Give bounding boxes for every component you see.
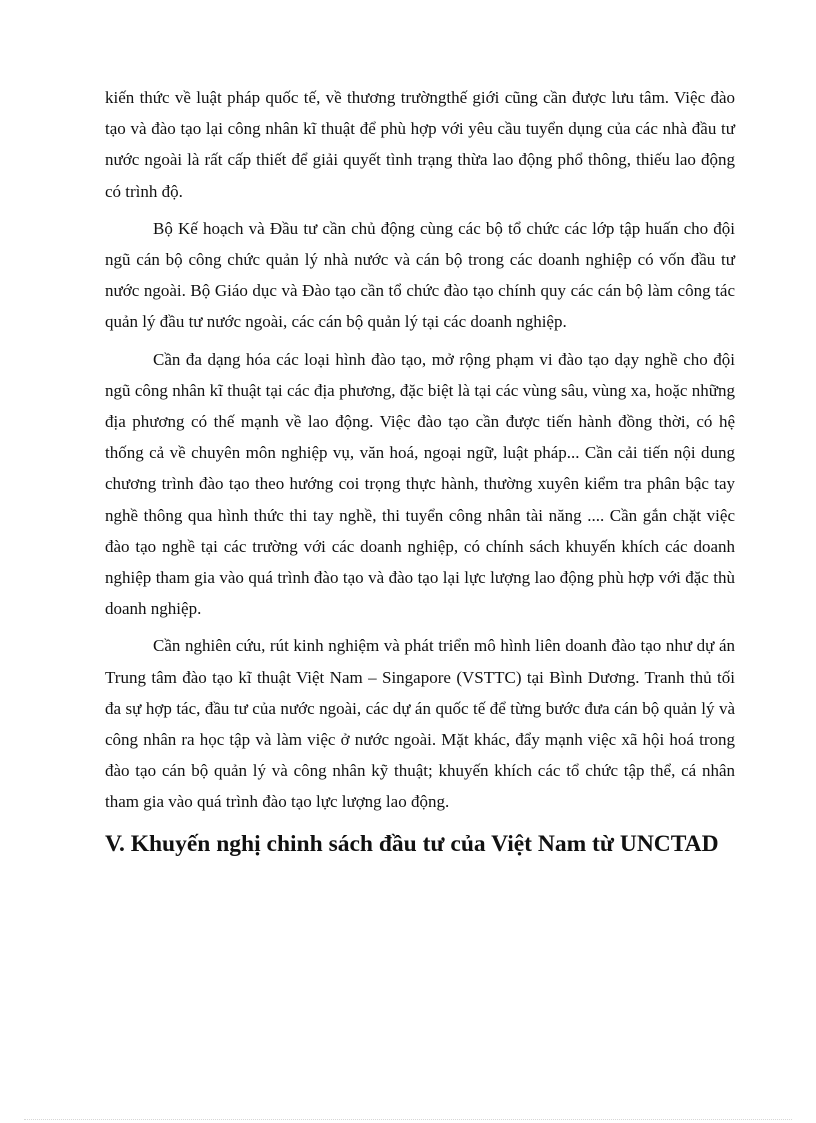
section-heading: V. Khuyến nghị chinh sách đầu tư của Việt Nam từ UNCTAD (105, 830, 719, 857)
paragraph-continuation: kiến thức về luật pháp quốc tế, về thương trườngthế giới cũng cần được lưu tâm. Việc đào tạo và đào tạo lại công nhân kĩ thuật để phù hợp với yêu cầu tuyển dụng của các nhà đầu tư nước ngoài là rất cấp thiết để giải quyết tình trạng thừa lao động phổ thông, thiếu lao động có trình độ. (105, 88, 735, 201)
paragraph-diversify-training: Cần đa dạng hóa các loại hình đào tạo, mở rộng phạm vi đào tạo dạy nghề cho đội ngũ công nhân kĩ thuật tại các địa phương, đặc biệt là tại các vùng sâu, vùng xa, hoặc những địa phương có thế mạnh về lao động. Việc đào tạo cần được tiến hành đồng thời, có hệ thống cả về chuyên môn nghiệp vụ, văn hoá, ngoại ngữ, luật pháp... Cần cải tiến nội dung chương trình đào tạo theo hướng coi trọng thực hành, thường xuyên kiểm tra phân bậc tay nghề thông qua hình thức thi tay nghề, thi tuyển công nhân tài năng .... Cần gắn chặt việc đào tạo nghề tại các trường với các doanh nghiệp, có chính sách khuyến khích các doanh nghiệp tham gia vào quá trình đào tạo và đào tạo lại lực lượng lao động phù hợp với đặc thù doanh nghiệp. (105, 349, 735, 619)
document-page (105, 82, 735, 864)
paragraph-joint-venture-training: Cần nghiên cứu, rút kinh nghiệm và phát triển mô hình liên doanh đào tạo như dự án Trung tâm đào tạo kĩ thuật Việt Nam – Singapore (VSTTC) tại Bình Dương. Tranh thủ tối đa sự hợp tác, đầu tư của nước ngoài, các dự án quốc tế để từng bước đưa cán bộ quản lý và công nhân ra học tập và làm việc ở nước ngoài. Mặt khác, đẩy mạnh việc xã hội hoá trong đào tạo cán bộ quản lý và công nhân kỹ thuật; khuyến khích các tổ chức tập thể, cá nhân tham gia vào quá trình đào tạo lực lượng lao động. (105, 636, 735, 812)
page-bottom-divider (24, 1119, 792, 1120)
paragraph-ministry-training: Bộ Kế hoạch và Đầu tư cần chủ động cùng các bộ tổ chức các lớp tập huấn cho đội ngũ cán bộ công chức quản lý nhà nước và cán bộ trong các doanh nghiệp có vốn đầu tư nước ngoài. Bộ Giáo dục và Đào tạo cần tổ chức đào tạo chính quy các cán bộ làm công tác quản lý đầu tư nước ngoài, các cán bộ quản lý tại các doanh nghiệp. (105, 218, 735, 332)
